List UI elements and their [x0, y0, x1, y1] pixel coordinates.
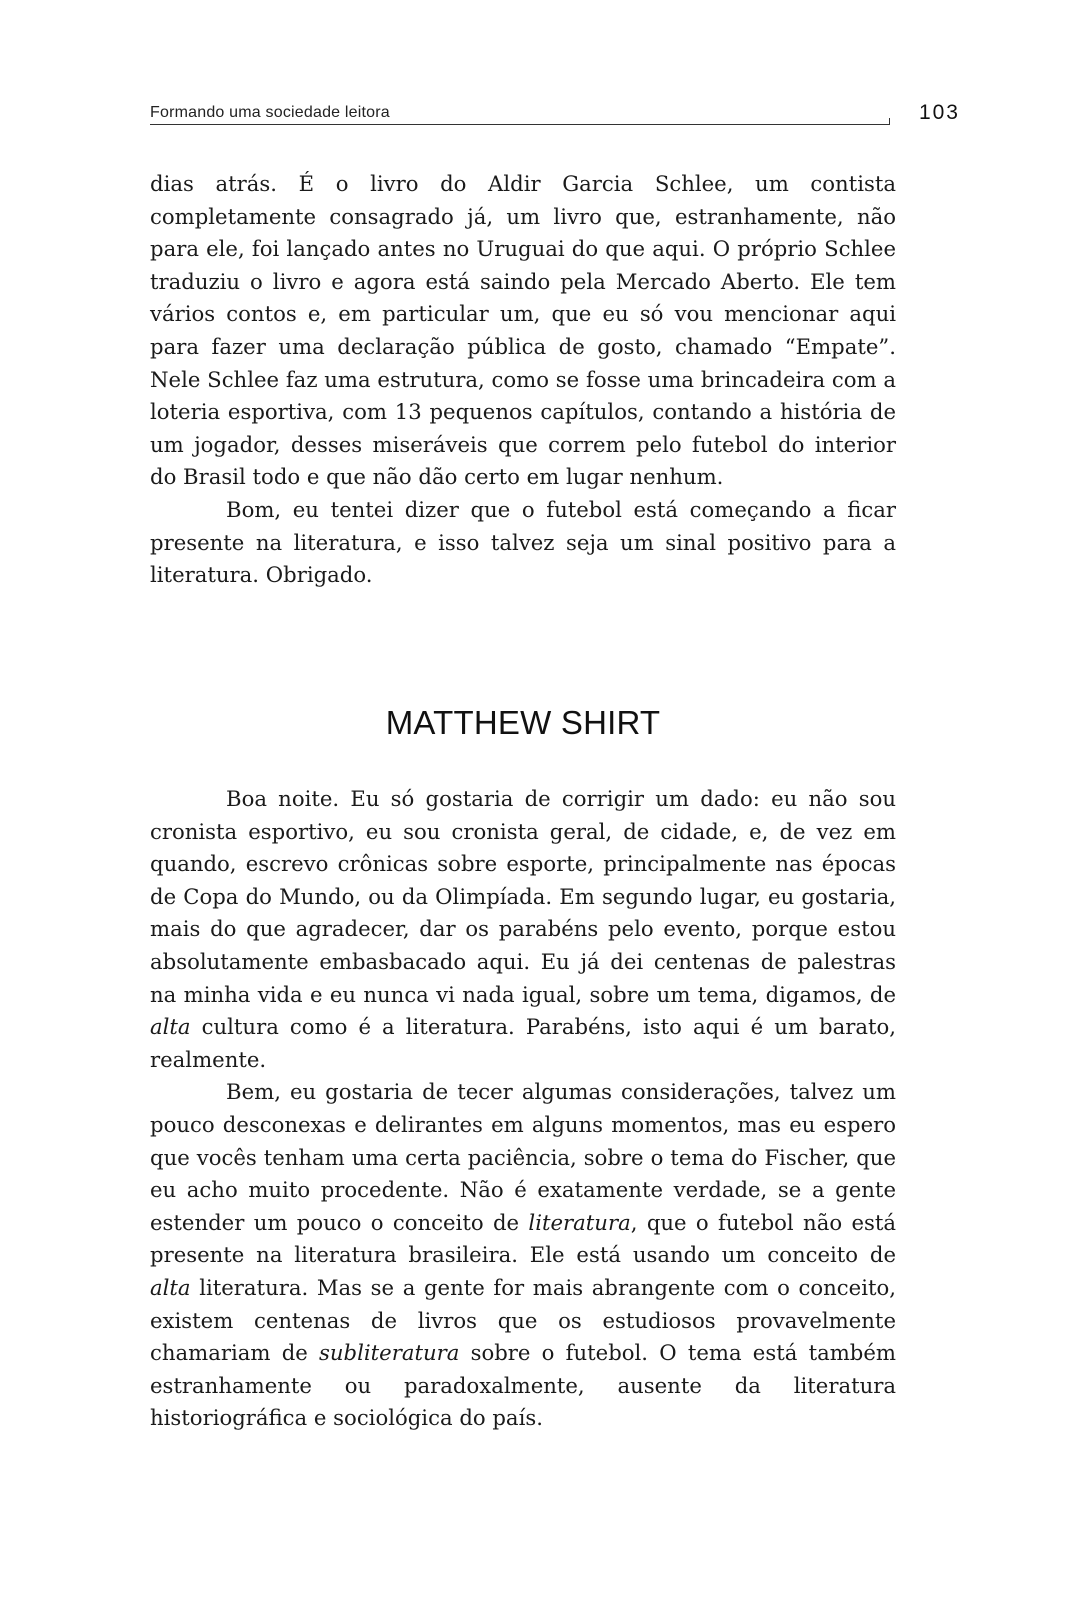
paragraph-2: [150, 494, 896, 592]
text-run: literatura. Mas se a gente for mais abrangente com o conceito, existem centenas de livros que os estudiosos provavelmente chamariam de: [150, 1274, 896, 1366]
text-run: Bom, eu tentei dizer que o futebol está começando a ficar presente na literatura, e isso talvez seja um sinal positivo para a literatura. Obrigado.: [150, 496, 896, 588]
text-run: , que o futebol não está presente na literatura brasileira. Ele está usando um conceito de: [150, 1209, 896, 1268]
italic-text-run: alta: [150, 1014, 191, 1040]
running-title: Formando uma sociedade leitora: [150, 104, 390, 121]
section-heading: MATTHEW SHIRT: [385, 704, 661, 741]
text-run: Bem, eu gostaria de tecer algumas considerações, talvez um pouco desconexas e delirantes em alguns momentos, mas eu espero que vocês tenham uma certa paciência, sobre o tema do Fischer, que eu acho muito procedente. Não é exatamente verdade, se a gente estender um pouco o conceito de: [150, 1079, 896, 1235]
header-rule-tick: [889, 118, 890, 125]
text-run: cultura como é a literatura. Parabéns, isto aqui é um barato, realmente.: [150, 1014, 896, 1072]
text-run: dias atrás. É o livro do Aldir Garcia Schlee, um contista completamente consagrado já, um livro que, estranhamente, não para ele, foi lançado antes no Uruguai do que aqui. O próprio Schlee traduziu o livro e agora está saindo pela Mercado Aberto. Ele tem vários contos e, em particular um, que eu só vou mencionar aqui para fazer uma declaração pública de gosto, chamado “Empate”. Nele Schlee faz uma estrutura, como se fosse uma brincadeira com a loteria esportiva, com 13 pequenos capítulos, contando a história de um jogador, desses miseráveis que correm pelo futebol do interior do Brasil todo e que não dão certo em lugar nenhum.: [150, 171, 896, 490]
text-run: sobre o futebol. O tema está também estranhamente ou paradoxalmente, ausente da literatura historiográfica e sociológica do país.: [150, 1340, 896, 1431]
running-header: [150, 100, 960, 128]
page-number: 103: [918, 101, 960, 124]
italic-text-run: subliteratura: [319, 1340, 460, 1366]
header-rule: [150, 124, 890, 125]
text-block-speech: [150, 783, 896, 1435]
text-run: Boa noite. Eu só gostaria de corrigir um dado: eu não sou cronista esportivo, eu sou cronista geral, de cidade, e, de vez em quando, escrevo crônicas sobre esporte, principalmente nas épocas de Copa do Mundo, ou da Olimpíada. Em segundo lugar, eu gostaria, mais do que agradecer, dar os parabéns pelo evento, porque estou absolutamente embasbacado aqui. Eu já dei centenas de palestras na minha vida e eu nunca vi nada igual, sobre um tema, digamos, de: [150, 786, 896, 1007]
paragraph-4: [150, 1076, 896, 1435]
text-block-continuation: [150, 168, 896, 592]
italic-text-run: alta: [150, 1274, 191, 1300]
italic-text-run: literatura: [528, 1209, 631, 1235]
paragraph-1: [150, 168, 896, 494]
paragraph-3: [150, 783, 896, 1076]
